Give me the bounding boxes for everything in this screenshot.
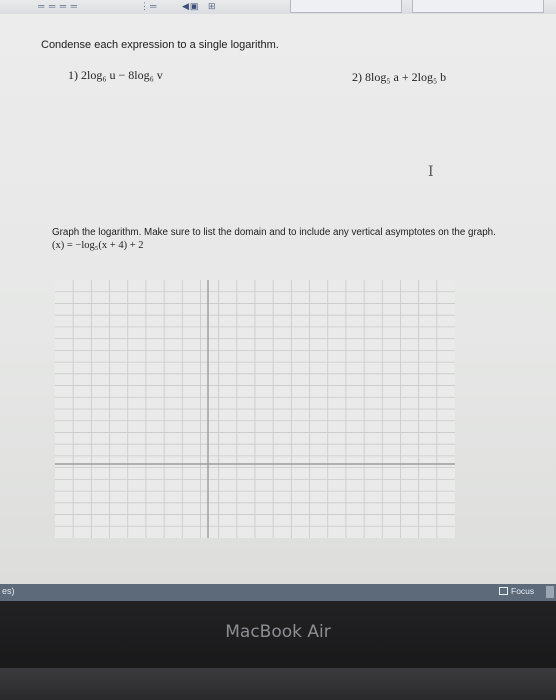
focus-label: Focus <box>511 586 535 596</box>
toolbar-style-box[interactable] <box>290 0 402 13</box>
section2-instruction <box>52 226 502 252</box>
document-page <box>0 14 556 584</box>
focus-icon <box>499 587 508 595</box>
toolbar-style-box-2[interactable] <box>412 0 544 13</box>
status-bar <box>0 584 556 601</box>
problem-2: 2) 8log₅ a + 2log₅ b <box>352 70 447 84</box>
statusbar-edge-control[interactable] <box>546 586 554 598</box>
focus-button[interactable] <box>494 585 539 598</box>
toolbar-toggle-icon[interactable]: ◀▣ <box>182 1 200 11</box>
toolbar-layout-icon[interactable]: ⊞ <box>208 1 217 11</box>
text-cursor-icon: I <box>428 164 434 180</box>
toolbar-list-icons[interactable]: ⋮═ <box>140 1 158 11</box>
toolbar <box>0 0 556 15</box>
toolbar-align-icons[interactable]: ═ ═ ═ ═ <box>38 1 79 11</box>
problem-1: 1) 2log₆ u − 8log₆ v <box>68 68 163 82</box>
graph-grid[interactable] <box>55 280 455 538</box>
graph-instruction-text: Graph the logarithm. Make sure to list the domain and to include any vertical asymptotes on the graph. <box>52 227 496 238</box>
device-brand-label: MacBook Air <box>225 622 331 642</box>
function-expression: (x) = −log₅(x + 4) + 2 <box>52 240 144 251</box>
section1-instruction: Condense each expression to a single logarithm. <box>41 39 279 51</box>
status-left-text: es) <box>2 586 15 596</box>
laptop-hinge <box>0 668 556 700</box>
